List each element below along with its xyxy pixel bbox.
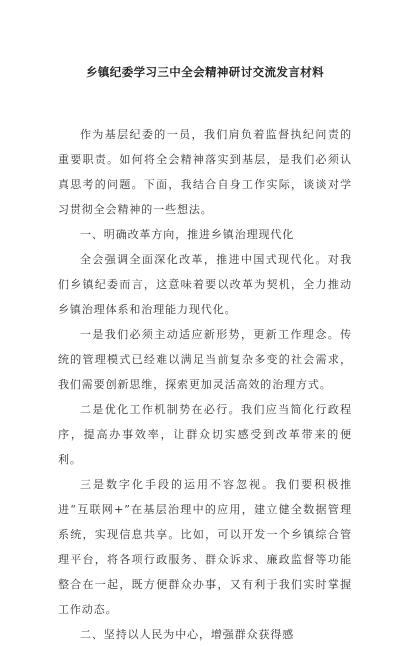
document-title: 乡镇纪委学习三中全会精神研讨交流发言材料: [86, 65, 324, 79]
body-paragraph: 全会强调全面深化改革，推进中国式现代化。对我们乡镇纪委而言，这意味着要以改革为契机，全力推动乡镇治理体系和治理能力现代化。: [58, 253, 352, 316]
body-paragraph: 二是优化工作机制势在必行。我们应当简化行政程序，提高办事效率，让群众切实感受到改革带来的便利。: [58, 403, 352, 466]
body-paragraph: 一是我们必须主动适应新形势，更新工作理念。传统的管理模式已经难以满足当前复杂多变的社会需求，我们需要创新思维，探索更加灵活高效的治理方式。: [58, 328, 352, 391]
section-heading: 一、明确改革方向，推进乡镇治理现代化: [80, 228, 295, 241]
document-body: [58, 122, 352, 647]
intro-paragraph: 作为基层纪委的一员，我们肩负着监督执纪问责的重要职责。如何将全会精神落实到基层，是我们必须认真思考的问题。下面，我结合自身工作实际，谈谈对学习贯彻全会精神的一些想法。: [58, 128, 352, 216]
body-paragraph: 三是数字化手段的运用不容忽视。我们要积极推进“互联网+”在基层治理中的应用，建立健全数据管理系统，实现信息共享。比如，可以开发一个乡镇综合管理平台，将各项行政服务、群众诉求、廉政监督等功能整合在一起，既方便群众办事，又有利于我们实时掌握工作动态。: [58, 478, 352, 616]
section-heading: 二、坚持以人民为中心，增强群众获得感: [80, 628, 295, 641]
